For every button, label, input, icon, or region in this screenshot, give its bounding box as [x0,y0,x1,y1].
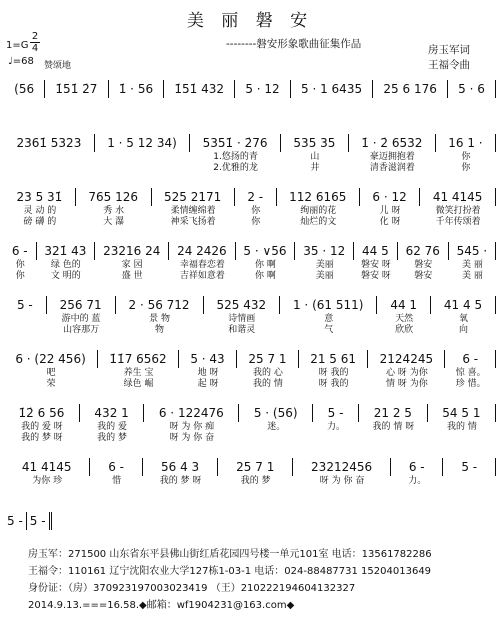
lyric-verse-1: 家 园 [121,260,143,270]
lyric-verse-1: 1.悠扬的青 [213,152,258,162]
measure-notes: 21 5 61 [299,350,368,368]
measure-notes: 1̇1̇7 6562 [98,350,179,368]
measure [359,404,428,458]
lyric-verse-1: 你 啊 [255,260,276,270]
measure [354,242,398,296]
lyric-verse-2: 荣 [46,379,56,389]
measure [144,404,239,458]
lyric-verse-2: 情 呀 为你 [386,379,428,389]
composer-credit: 王福令曲 [428,59,470,71]
measure [37,242,96,296]
measure [360,188,420,242]
lyric-verse-1 [109,98,165,109]
measure [280,296,377,350]
lyric-verse-2: 清香滋润着 [369,163,415,173]
lyric-verse-2 [313,433,359,444]
lyric-verse-2: 绿色 崛 [123,379,154,389]
lyric-verse-1: 我的 情 [446,422,477,432]
lyric-verse-2: 吉祥如意着 [179,271,225,281]
measure-notes: 6 · (22 456) [4,350,98,368]
measure-notes: 5 - [27,512,52,530]
lyric-verse-2: 磐安 [414,271,433,281]
lyric-verse-1: 你 [251,206,261,216]
measure [420,188,496,242]
lyric-verse-1: 诗情画 [228,314,256,324]
measure [428,404,496,458]
lyric-verse-1: 意 [324,314,334,324]
lyric-verse-2 [4,163,95,174]
measure-notes: 1̇ · 2̇ 6532 [349,134,436,152]
lyric-verse-1: 我的 情 呀 [372,422,415,432]
lyric-verse-2 [109,109,165,120]
measure-notes: 41 4145 [420,188,496,206]
measure [235,188,277,242]
lyric-verse-1: 景 物 [149,314,170,324]
song-subtitle: --------磐安形象歌曲征集作品 [226,38,362,50]
measure [4,80,45,134]
lyric-verse-1 [4,98,45,109]
lyric-verse-1 [235,98,291,109]
lyric-verse-2 [448,109,496,120]
lyric-verse-2: 我的 梦 呀 [21,433,63,443]
lyric-verse-1: 灵 动 的 [23,206,57,216]
measure [47,296,116,350]
score-line [4,350,496,404]
lyric-verse-2: 2.优雅的龙 [213,163,258,173]
measure-notes: 23 5 31̇ [4,188,76,206]
lyric-verse-1 [4,530,27,541]
measure-notes: 5 · 43 [179,350,237,368]
measure [45,80,108,134]
lyric-verse-1 [291,98,373,109]
lyric-verse-1: 绿 色的 [50,260,81,270]
lyric-verse-1 [27,530,52,541]
measure-notes: 6 · 122476 [144,404,239,422]
lyric-verse-2: 山容那万 [63,325,100,335]
score-line [4,458,496,512]
measure [76,188,152,242]
lyric-verse-2: 向 [459,325,469,335]
lyric-verse-2: 大 瀑 [103,217,125,227]
lyric-verse-1: 我的 爱 [97,422,128,432]
measure [116,296,204,350]
measure-notes: 5 - [4,512,27,530]
lyric-verse-2: 化 呀 [379,217,401,227]
lyric-verse-1: 山 [310,152,320,162]
score-line [4,242,496,296]
measure [80,404,144,458]
lyric-verse-1: 呀 为 你 痴 [169,422,215,432]
lyric-verse-1: 磐安 呀 [360,260,391,270]
time-signature [30,31,40,54]
lyric-verse-2: 和谐灵 [228,325,256,335]
lyric-verse-2: 起 呀 [197,379,219,389]
lyric-verse-1 [95,152,190,163]
measure-notes: 56 4 3 [143,458,218,476]
time-signature-top: 2 [31,31,39,42]
measure [4,404,80,458]
measure-notes: 5351̇ · 2̇76 [190,134,281,152]
measure-notes: 6 · 12 [360,188,420,206]
measure [204,296,281,350]
measure [313,404,359,458]
measure-notes: 35 · 12 [295,242,354,260]
lyric-verse-2 [373,109,448,120]
lyric-verse-1: 为你 珍 [32,476,63,486]
measure [218,458,293,512]
measure-notes: 21 2 5 [359,404,428,422]
score-line [4,188,496,242]
lyric-verse-1: 呀 我的 [318,368,349,378]
tempo-marking: ♩=68 [8,56,34,67]
measure [445,350,496,404]
lyric-verse-1: 力。 [327,422,346,432]
lyric-verse-1: 微笑打扮着 [435,206,481,216]
lyric-verse-2: 美丽 [315,271,334,281]
lyric-verse-2 [218,487,293,498]
lyric-verse-1: 你 [15,260,25,270]
measure-notes: 62 76 [398,242,449,260]
lyric-verse-2: 磐安 呀 [360,271,391,281]
measure-notes: 2124245 [368,350,445,368]
lyric-verse-2 [95,163,190,174]
lyric-verse-2: 物 [155,325,165,335]
measure-notes: 5 · 6 [448,80,496,98]
measure [152,188,235,242]
measure-notes: 525 2171 [152,188,235,206]
lyric-verse-2 [4,487,90,498]
lyric-verse-1: 秀 水 [103,206,125,216]
measure-notes: 2361̇ 5323 [4,134,95,152]
measure [436,134,496,188]
measure-notes: 765 126 [76,188,152,206]
measure [299,350,368,404]
lyric-verse-2 [428,433,496,444]
time-signature-bottom: 4 [31,43,39,54]
footer-line-lyricist: 房玉军：271500 山东省东平县佛山街红盾花园四号楼一单元101室 电话：13561782286 [28,549,432,560]
measure [349,134,436,188]
lyric-verse-2: 你 [461,163,471,173]
measure-notes: 23216 24 [95,242,169,260]
measure [4,296,47,350]
lyric-verse-1: 磐安 [414,260,433,270]
lyric-verse-1: 我的 爱 呀 [21,422,63,432]
measure [90,458,143,512]
lyric-verse-2: 你 [251,217,261,227]
lyric-verse-1 [373,98,448,109]
measure [431,296,496,350]
lyric-verse-1: 儿 呀 [379,206,401,216]
measure-notes: 1 · 5 12 34) [95,134,190,152]
lyric-verse-2: 我的 情 [253,379,283,389]
lyric-verse-1: 地 呀 [197,368,219,378]
measure-notes: 5 · 12 [235,80,291,98]
lyric-verse-2 [164,109,235,120]
measure [398,242,449,296]
score-line [4,296,496,350]
measure [377,296,431,350]
measure-notes: 5 - [313,404,359,422]
measure-notes: 6 - [445,350,496,368]
lyric-verse-1: 吧 [46,368,56,378]
measure-notes: 535 35 [281,134,349,152]
measure-notes: 25 6 176 [373,80,448,98]
measure-notes: 1̇ · 56 [109,80,165,98]
measure [449,242,496,296]
lyric-verse-1: 我的 梦 [240,476,271,486]
measure [169,242,235,296]
measure [237,350,299,404]
measure-notes: (56 [4,80,45,98]
measure [448,80,496,134]
measure-notes: 1̇51̇ 432 [164,80,235,98]
lyric-verse-1: 力。 [408,476,427,486]
footer-line-date-email: 2014.9.13.===16.58.◆邮箱：wf1904231@163.com◆ [28,600,295,611]
measure-notes: 44 1 [377,296,431,314]
lyric-verse-2: 美 丽 [461,271,483,281]
measure-notes: 321̇ 43 [37,242,96,260]
measure-notes: 525 432 [204,296,281,314]
lyric-verse-2: 盛 世 [121,271,143,281]
lyric-verse-2 [391,487,444,498]
measure-notes: 25 7 1 [237,350,299,368]
measure-notes: 6 - [90,458,143,476]
lyric-verse-1: 绚丽的花 [300,206,337,216]
contact-footer [28,546,432,614]
measure-notes: 16 1 · [436,134,496,152]
measure [281,134,349,188]
lyric-verse-1: 我的 心 [253,368,283,378]
measure [179,350,237,404]
lyric-verse-2: 我的 梦 [97,433,128,443]
measure-notes: 1 · (61 511) [280,296,377,314]
lyric-verse-1: 心 呀 为你 [386,368,428,378]
measure-notes: 41 4 5 [431,296,496,314]
measure [239,404,313,458]
lyric-verse-2 [443,487,496,498]
lyric-verse-1: 美 丽 [461,260,483,270]
measure-notes: 432 1 [80,404,144,422]
lyric-verse-2 [359,433,428,444]
expression-marking: 赞颂地 [44,61,72,71]
lyric-verse-1 [45,98,108,109]
lyric-verse-1: 惜 [112,476,122,486]
measure-notes: 5 · 1 6435 [291,80,373,98]
measure-notes: 5 - [443,458,496,476]
lyric-verse-2 [4,109,45,120]
lyric-verse-2 [239,433,313,444]
measure [4,242,37,296]
lyric-verse-2: 呀 为 你 奋 [169,433,215,443]
lyric-verse-1 [164,98,235,109]
lyric-verse-1: 天然 [395,314,414,324]
lyric-verse-1: 迷。 [267,422,286,432]
measure [4,458,90,512]
lyric-verse-2: 呀 我的 [318,379,349,389]
lyric-verse-2 [235,109,291,120]
lyric-verse-2: 文 明的 [50,271,81,281]
measure [4,134,95,188]
measure [143,458,218,512]
measure-notes: 41 4145 [4,458,90,476]
measure-notes: 5 · ∨56 [236,242,296,260]
measure [373,80,448,134]
lyric-verse-2: 你 啊 [255,271,276,281]
measure [391,458,444,512]
measure-notes: 5 - [4,296,47,314]
measure-notes: 1̇2̇ 6 56 [4,404,80,422]
lyric-verse-1: 养生 宝 [123,368,154,378]
measure [293,458,391,512]
lyric-verse-2: 磅 礴 的 [23,217,57,227]
music-score [4,80,496,566]
lyric-verse-2 [4,325,47,336]
measure-notes: 545 · [449,242,496,260]
measure [236,242,296,296]
measure [4,350,98,404]
measure [95,242,169,296]
score-line [4,134,496,188]
lyricist-credit: 房玉军词 [428,44,470,56]
measure-notes: 6 - [4,242,37,260]
lyric-verse-1: 氧 [459,314,469,324]
lyric-verse-1 [4,314,47,325]
lyric-verse-2: 千年传颂着 [435,217,481,227]
measure-notes: 256 71 [47,296,116,314]
lyric-verse-2: 气 [324,325,334,335]
measure [235,80,291,134]
score-line [4,80,496,134]
measure-notes: 24 2426 [169,242,235,260]
measure [95,134,190,188]
lyric-verse-1: 呀 为 你 奋 [319,476,365,486]
measure-notes: 25 7 1 [218,458,293,476]
lyric-verse-1: 柔情缠绵着 [170,206,216,216]
key-signature: 1=G [6,40,29,51]
score-line [4,404,496,458]
measure-notes: 2 - [235,188,277,206]
measure [291,80,373,134]
footer-line-id: 身份证：（房）370923197003023419 （王）210222194604132327 [28,583,356,594]
measure [295,242,354,296]
lyric-verse-2: 你 [15,271,25,281]
measure [277,188,360,242]
lyric-verse-1: 游中的 蓝 [61,314,101,324]
lyric-verse-2 [45,109,108,120]
lyric-verse-1: 你 [461,152,471,162]
measure-notes: 6 - [391,458,444,476]
footer-line-composer: 王福令：110161 辽宁沈阳农业大学127栋1-03-1 电话：024-88487731 15204013649 [28,566,432,577]
measure [4,188,76,242]
lyric-verse-1: 豪迈拥抱着 [369,152,415,162]
measure-notes: 112 6165 [277,188,360,206]
measure [164,80,235,134]
lyric-verse-2 [291,109,373,120]
measure-notes: 44 5 [354,242,398,260]
measure-notes: 5 · (56) [239,404,313,422]
lyric-verse-2 [143,487,218,498]
measure [4,512,27,566]
measure [109,80,165,134]
lyric-verse-2: 欣欣 [395,325,414,335]
measure [368,350,445,404]
lyric-verse-2 [293,487,391,498]
song-title: 美 丽 磐 安 [186,11,314,31]
lyric-verse-2 [4,541,27,552]
lyric-verse-1 [443,476,496,487]
lyric-verse-1: 美丽 [315,260,334,270]
measure-notes: 2 · 56 712 [116,296,204,314]
measure-notes: 54 5 1 [428,404,496,422]
lyric-verse-2: 灿烂的文 [300,217,337,227]
lyric-verse-2: 井 [310,163,320,173]
measure [443,458,496,512]
measure [190,134,281,188]
measure-notes: 23212456 [293,458,391,476]
measure-notes: 1̇51̇ 2̇7 [45,80,108,98]
lyric-verse-2: 珍 惜。 [455,379,486,389]
lyric-verse-1: 我的 梦 呀 [159,476,202,486]
measure [98,350,179,404]
lyric-verse-2 [90,487,143,498]
lyric-verse-1: 惊 喜。 [455,368,486,378]
lyric-verse-1 [4,152,95,163]
lyric-verse-2: 神采飞扬着 [170,217,216,227]
lyric-verse-1: 幸福春恋着 [179,260,225,270]
lyric-verse-1 [448,98,496,109]
